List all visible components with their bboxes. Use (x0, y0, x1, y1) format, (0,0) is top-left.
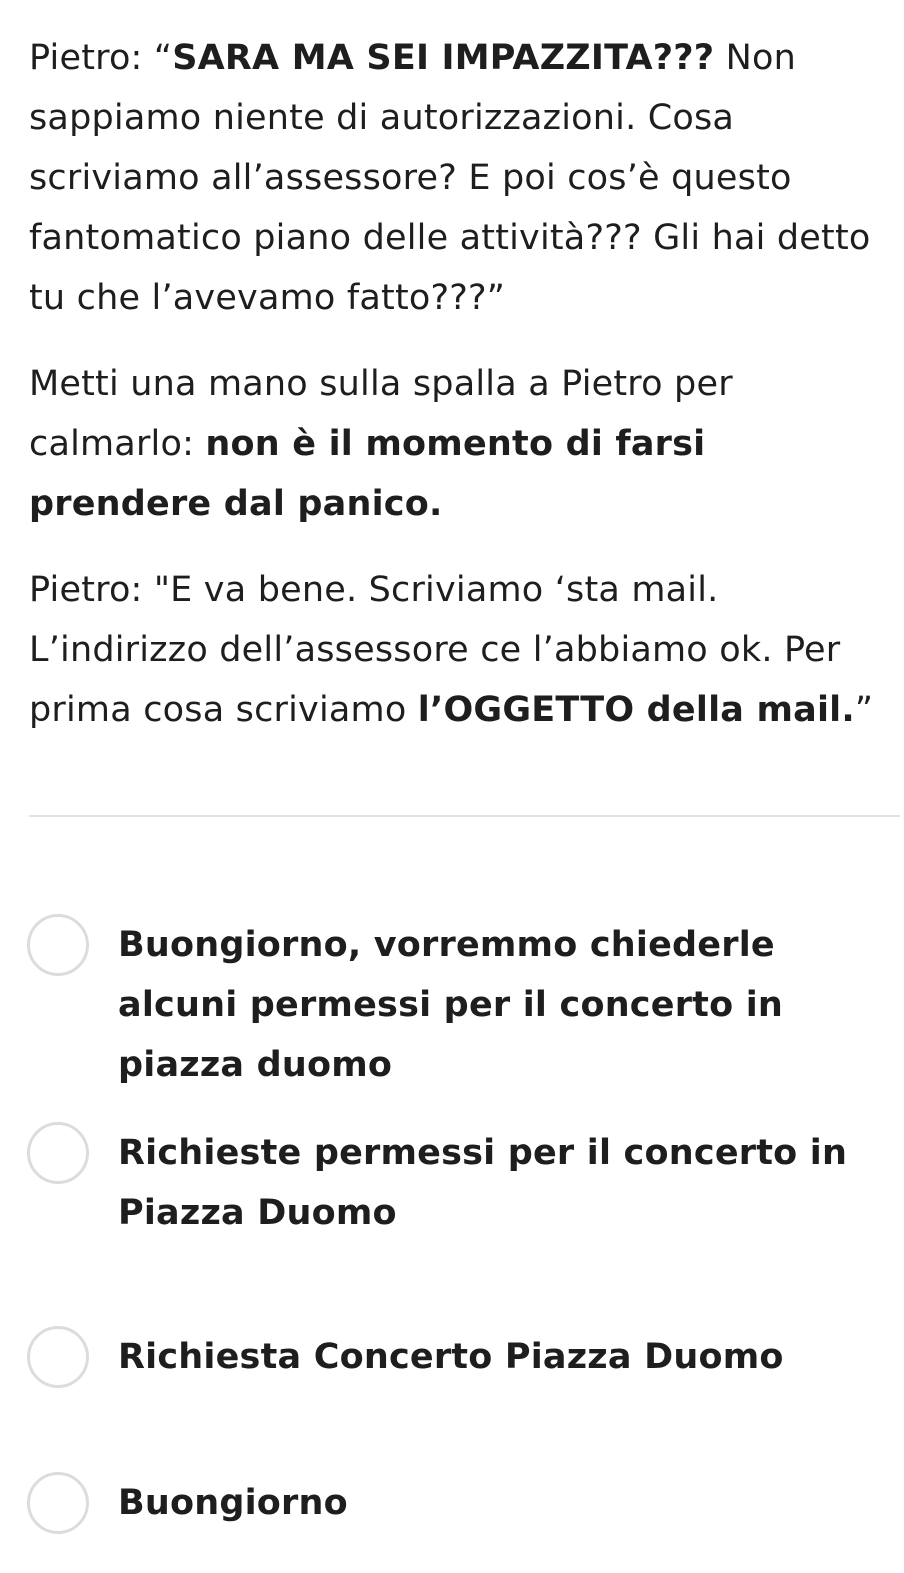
dialogue-prefix: Pietro: “ (29, 38, 173, 78)
radio-button[interactable] (27, 1326, 89, 1388)
dialogue-emphasis: l’OGGETTO della mail. (417, 690, 855, 730)
section-divider (29, 815, 900, 817)
dialogue-pietro-2 (29, 560, 891, 740)
radio-button[interactable] (27, 1122, 89, 1184)
answer-option-4[interactable] (27, 1470, 887, 1540)
answer-option-label: Richiesta Concerto Piazza Duomo (118, 1337, 784, 1377)
radio-button[interactable] (27, 914, 89, 976)
narration-emphasis: non è il momento di farsi prendere dal panico. (29, 424, 706, 524)
answer-option-label: Richieste permessi per il concerto in Piazza Duomo (118, 1133, 848, 1233)
narration-calm-pietro (29, 354, 891, 534)
story-text (29, 28, 891, 766)
answer-option-2[interactable] (27, 1115, 887, 1245)
answer-option-1[interactable] (27, 907, 887, 1085)
dialogue-text: Non sappiamo niente di autorizzazioni. Cosa scriviamo all’assessore? E poi cos’è questo fantomatico piano delle attività??? Gli hai detto tu che l’avevamo fatto???” (29, 38, 871, 318)
answer-option-3[interactable] (27, 1323, 887, 1393)
dialogue-suffix: ” (854, 690, 874, 730)
answer-option-label: Buongiorno (118, 1483, 348, 1523)
narration-text: Metti una mano sulla spalla a Pietro per calmarlo: (29, 364, 733, 464)
dialogue-emphasis: SARA MA SEI IMPAZZITA??? (172, 38, 715, 78)
dialogue-pietro-1 (29, 28, 891, 328)
dialogue-text: Pietro: "E va bene. Scriviamo ‘sta mail. L’indirizzo dell’assessore ce l’abbiamo ok. Per prima cosa scriviamo (29, 570, 841, 730)
answer-option-label: Buongiorno, vorremmo chiederle alcuni permessi per il concerto in piazza duomo (118, 925, 784, 1085)
radio-button[interactable] (27, 1472, 89, 1534)
